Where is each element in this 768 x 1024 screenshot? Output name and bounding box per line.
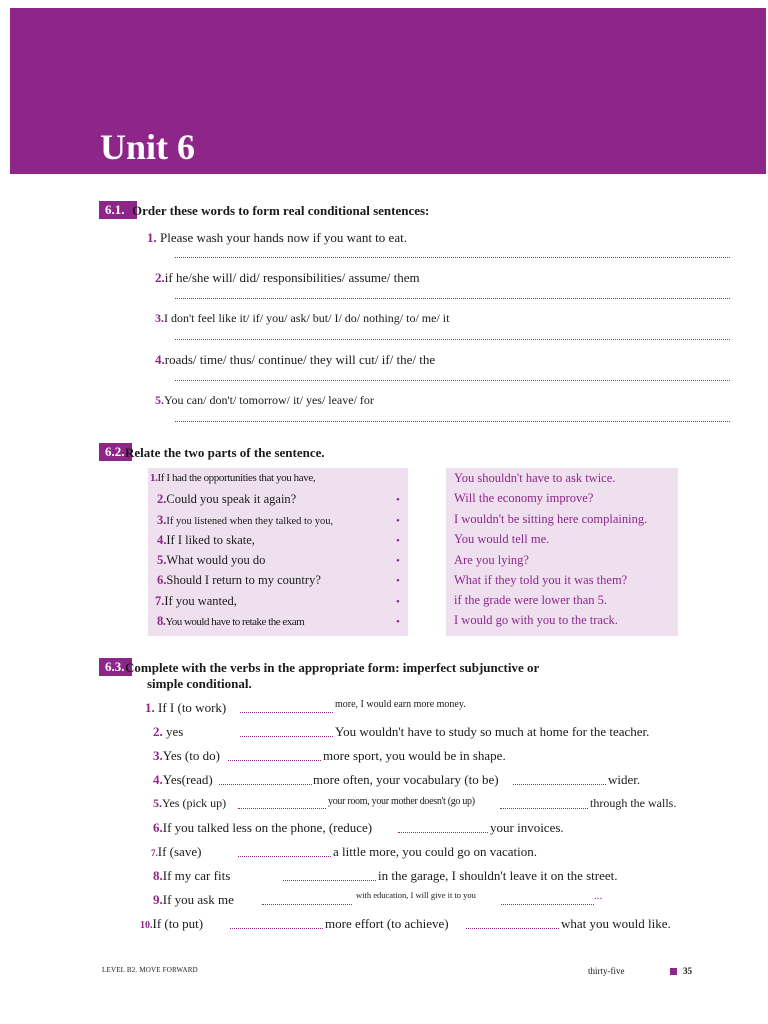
item-number: 4.: [155, 352, 165, 367]
match-left-item-2: [157, 492, 296, 507]
exercise-6-3-item-10-mid: more effort (to achieve): [325, 916, 449, 931]
exercise-6-3-item-10: [140, 916, 203, 932]
exercise-6-3-item-3: [153, 748, 220, 764]
match-left-item-7: [155, 594, 237, 609]
match-right-item-3: I wouldn't be sitting here complaining.: [454, 512, 648, 526]
item-text: roads/ time/ thus/ continue/ they will cut/ if/ the/ the: [164, 352, 436, 367]
exercise-6-3-item-10-rest: what you would like.: [561, 916, 671, 931]
item-text: Should I return to my country?: [166, 573, 321, 587]
item-number: 3.: [155, 311, 164, 325]
exercise-6-3-item-1: [145, 700, 226, 716]
item-text: If my car fits: [162, 868, 231, 883]
answer-line-2[interactable]: [175, 298, 730, 300]
item-text: Could you speak it again?: [166, 492, 297, 506]
exercise-6-3-item-5-mid: your room, your mother doesn't (go up): [328, 796, 475, 807]
match-bullet-3[interactable]: •: [396, 515, 400, 527]
item-text: If you listened when they talked to you,: [166, 516, 334, 527]
item-text: What would you do: [166, 553, 266, 567]
blank-7a[interactable]: [238, 846, 331, 857]
blank-2a[interactable]: [240, 726, 333, 737]
footer-square-icon: [670, 968, 677, 975]
exercise-6-3-item-4-rest: wider.: [608, 772, 641, 787]
exercise-6-1-item-1: [147, 230, 407, 246]
item-text: If you ask me: [162, 892, 234, 907]
item-text: If you talked less on the phone, (reduce): [162, 820, 373, 835]
match-bullet-6[interactable]: •: [396, 575, 400, 587]
blank-8a[interactable]: [283, 870, 376, 881]
blank-10a[interactable]: [230, 918, 323, 929]
item-number: 9.: [153, 892, 163, 907]
exercise-6-3-item-1-rest: more, I would earn more money.: [335, 699, 466, 710]
match-right-item-6: What if they told you it was them?: [454, 573, 628, 587]
exercise-6-1-item-5: [155, 393, 374, 408]
match-left-item-1: [150, 472, 315, 484]
item-text: You would have to retake the exam: [165, 616, 305, 628]
blank-3a[interactable]: [228, 750, 321, 761]
footer-page-words: thirty-five: [588, 966, 625, 976]
item-number: 3.: [153, 748, 163, 763]
item-text: if he/she will/ did/ responsibilities/ assume/ them: [164, 270, 420, 285]
item-text: Please wash your hands now if you want to eat.: [160, 230, 407, 245]
item-text: If I had the opportunities that you have,: [157, 472, 316, 484]
item-number: 2.: [155, 270, 165, 285]
match-left-item-4: [157, 533, 255, 548]
answer-line-4[interactable]: [175, 380, 730, 382]
unit-title: Unit 6: [100, 127, 196, 167]
item-number: 7.: [151, 848, 158, 858]
item-number: 5.: [153, 796, 162, 810]
blank-6a[interactable]: [398, 822, 488, 833]
item-number: 1.: [145, 700, 155, 715]
item-number: 8.: [153, 868, 163, 883]
blank-4b[interactable]: [513, 774, 606, 785]
exercise-6-3-item-2-rest: You wouldn't have to study so much at home for the teacher.: [335, 724, 650, 739]
exercise-6-3-item-9-rest: ...: [594, 890, 603, 902]
blank-4a[interactable]: [219, 774, 312, 785]
section-6-2-title: Relate the two parts of the sentence.: [125, 445, 325, 460]
item-number: 6.: [153, 820, 163, 835]
match-bullet-5[interactable]: •: [396, 555, 400, 567]
match-left-item-5: [157, 553, 265, 568]
exercise-6-1-item-3: [155, 311, 449, 326]
exercise-6-3-item-8-rest: in the garage, I shouldn't leave it on the street.: [378, 868, 618, 883]
exercise-6-3-item-6: [153, 820, 372, 836]
blank-5a[interactable]: [238, 798, 326, 809]
match-right-item-1: You shouldn't have to ask twice.: [454, 471, 616, 485]
match-bullet-4[interactable]: •: [396, 535, 400, 547]
item-number: 7.: [155, 594, 165, 608]
exercise-6-3-item-4: [153, 772, 213, 788]
section-6-1-title: Order these words to form real conditional sentences:: [132, 203, 430, 218]
item-text: If I liked to skate,: [166, 533, 255, 547]
match-left-item-8: [157, 614, 304, 629]
match-right-item-7: if the grade were lower than 5.: [454, 593, 608, 607]
section-6-2-badge: 6.2.: [99, 443, 132, 461]
answer-line-5[interactable]: [175, 421, 730, 423]
item-text: If (to put): [152, 916, 204, 931]
match-bullet-2[interactable]: •: [396, 494, 400, 506]
item-number: 2.: [157, 492, 167, 506]
item-text: yes: [166, 724, 184, 739]
item-number: 10.: [140, 920, 153, 931]
section-6-3-badge: 6.3.: [99, 658, 132, 676]
blank-5b[interactable]: [500, 798, 588, 809]
item-number: 1.: [147, 230, 157, 245]
blank-1a[interactable]: [240, 702, 333, 713]
item-number: 4.: [157, 533, 167, 547]
blank-9a[interactable]: [262, 894, 352, 905]
item-text: Yes (to do): [162, 748, 220, 763]
item-number: 1.: [150, 472, 158, 484]
exercise-6-3-item-9-mid: with education, I will give it to you: [356, 890, 476, 900]
item-number: 5.: [157, 553, 167, 567]
match-left-item-6: [157, 573, 321, 588]
exercise-6-3-item-7: [151, 844, 201, 860]
match-right-item-5: Are you lying?: [454, 553, 529, 567]
item-text: If you wanted,: [164, 594, 237, 608]
section-6-1-badge: 6.1.: [99, 201, 137, 219]
item-text: You can/ don't/ tomorrow/ it/ yes/ leave/ for: [164, 393, 374, 407]
match-bullet-8[interactable]: •: [396, 616, 400, 628]
blank-9b[interactable]: [501, 894, 594, 905]
exercise-6-3-item-9: [153, 892, 234, 908]
match-right-item-8: I would go with you to the track.: [454, 613, 618, 627]
blank-10b[interactable]: [466, 918, 559, 929]
footer-level-label: LEVEL B2. MOVE FORWARD: [102, 966, 198, 974]
item-number: 4.: [153, 772, 163, 787]
exercise-6-3-item-5-rest: through the walls.: [590, 796, 677, 810]
answer-line-3[interactable]: [175, 339, 730, 341]
item-number: 3.: [157, 513, 167, 527]
exercise-6-3-item-4-mid: more often, your vocabulary (to be): [313, 772, 499, 787]
exercise-6-3-item-8: [153, 868, 230, 884]
item-text: I don't feel like it/ if/ you/ ask/ but/ I/ do/ nothing/ to/ me/ it: [164, 311, 450, 325]
item-number: 8.: [157, 614, 166, 628]
exercise-6-3-item-3-rest: more sport, you would be in shape.: [323, 748, 506, 763]
match-right-item-2: Will the economy improve?: [454, 491, 594, 505]
item-number: 5.: [155, 393, 164, 407]
item-number: 2.: [153, 724, 163, 739]
answer-line-1[interactable]: [175, 257, 730, 259]
item-text: Yes(read): [162, 772, 213, 787]
section-6-3-title-line-2: simple conditional.: [147, 676, 252, 691]
exercise-6-3-item-5: [153, 796, 226, 811]
item-text: If I (to work): [158, 700, 227, 715]
exercise-6-3-item-2: [153, 724, 183, 740]
exercise-6-1-item-4: [155, 352, 435, 368]
section-6-3-title-line-1: Complete with the verbs in the appropriate form: imperfect subjunctive or: [125, 660, 540, 675]
match-right-item-4: You would tell me.: [454, 532, 550, 546]
item-text: Yes (pick up): [162, 796, 227, 810]
exercise-6-3-item-6-rest: your invoices.: [490, 820, 564, 835]
item-number: 6.: [157, 573, 167, 587]
exercise-6-1-item-2: [155, 270, 420, 286]
match-left-item-3: [157, 513, 333, 528]
exercise-6-3-item-7-rest: a little more, you could go on vacation.: [333, 844, 537, 859]
footer-page-number: 35: [683, 966, 692, 976]
match-bullet-7[interactable]: •: [396, 596, 400, 608]
item-text: If (save): [157, 844, 202, 859]
